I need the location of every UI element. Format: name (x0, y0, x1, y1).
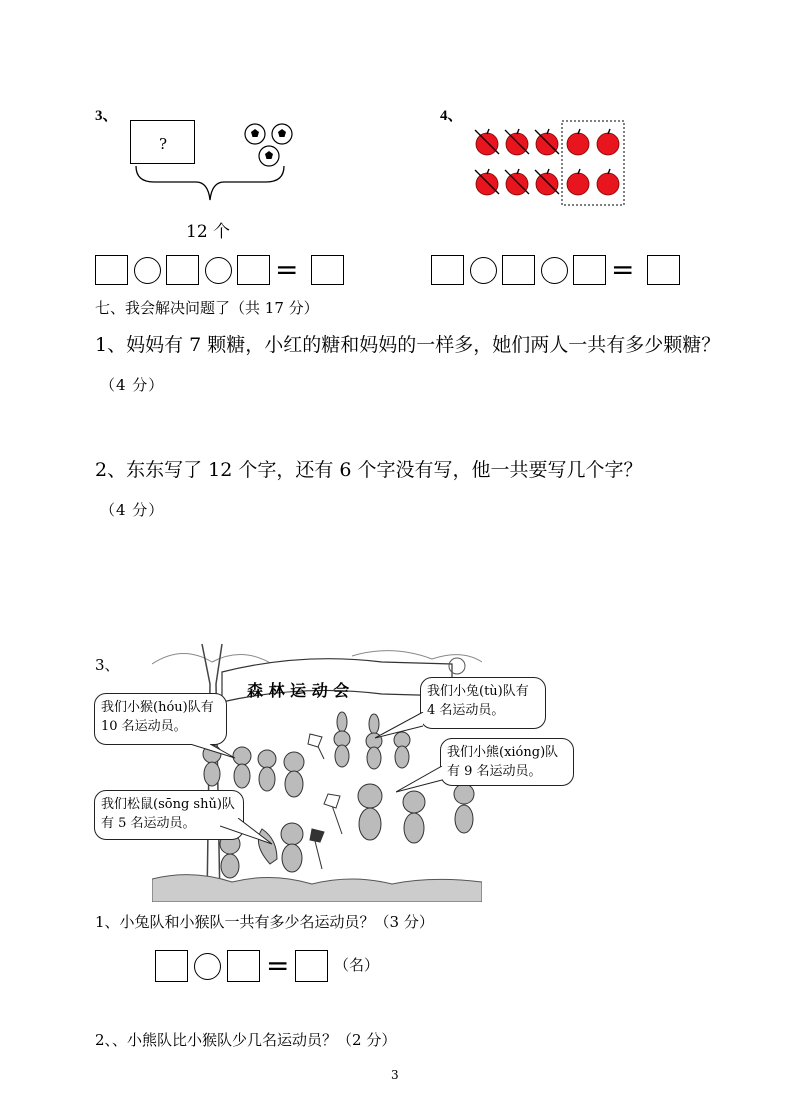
bubble-tail (396, 766, 444, 796)
equals-sign: = (611, 253, 635, 286)
equals-sign: = (266, 949, 290, 982)
answer-box[interactable] (237, 255, 270, 285)
count-label: 12 个 (186, 222, 231, 242)
answer-box[interactable] (647, 255, 680, 285)
problem-3-label: 3、 (95, 108, 118, 124)
answer-box[interactable] (431, 255, 464, 285)
problem-4-label: 4、 (440, 108, 463, 124)
squirrel-team-speech-bubble: 我们松鼠(sōng shǔ)队有 5 名运动员。 (94, 790, 244, 840)
question-1-text: 1、妈妈有 7 颗糖，小红的糖和妈妈的一样多，她们两人一共有多少颗糖？ (95, 334, 721, 356)
operator-circle[interactable] (134, 257, 161, 284)
operator-circle[interactable] (541, 257, 568, 284)
unit-label: （名） (334, 956, 380, 974)
answer-box[interactable] (573, 255, 606, 285)
sub-question-1: 1、小兔队和小猴队一共有多少名运动员？（3 分） (95, 913, 434, 931)
operator-circle[interactable] (194, 953, 221, 980)
question-2-points: （4 分） (100, 501, 165, 519)
answer-box[interactable] (166, 255, 199, 285)
answer-box[interactable] (95, 255, 128, 285)
rabbit-team-speech-bubble: 我们小兔(tù)队有 4 名运动员。 (420, 677, 546, 729)
monkey-team-speech-bubble: 我们小猴(hóu)队有 10 名运动员。 (94, 693, 227, 745)
answer-box[interactable] (227, 950, 260, 982)
answer-box[interactable] (155, 950, 188, 982)
bubble-tail (375, 712, 425, 742)
unknown-box (130, 120, 195, 164)
bear-team-speech-bubble: 我们小熊(xióng)队有 9 名运动员。 (440, 738, 574, 786)
section-heading: 七、我会解决问题了（共 17 分） (95, 299, 319, 317)
question-3-label: 3、 (95, 656, 120, 674)
question-1-points: （4 分） (100, 376, 165, 394)
bubble-tail (220, 818, 280, 848)
equals-sign: = (275, 253, 299, 286)
apples-icon (470, 118, 630, 210)
answer-box[interactable] (295, 950, 328, 982)
sub-question-2: 2、、小熊队比小猴队少几名运动员？（2 分） (95, 1031, 397, 1049)
page-number: 3 (391, 1068, 399, 1082)
bubble-tail (180, 744, 240, 764)
answer-box[interactable] (311, 255, 344, 285)
banner-text: 森 林 运 动 会 (247, 681, 350, 700)
operator-circle[interactable] (470, 257, 497, 284)
question-2-text: 2、东东写了 12 个字，还有 6 个字没有写，他一共要写几个字？ (95, 459, 643, 481)
operator-circle[interactable] (205, 257, 232, 284)
brace-icon (130, 162, 290, 207)
answer-box[interactable] (502, 255, 535, 285)
question-mark: ? (159, 135, 168, 153)
